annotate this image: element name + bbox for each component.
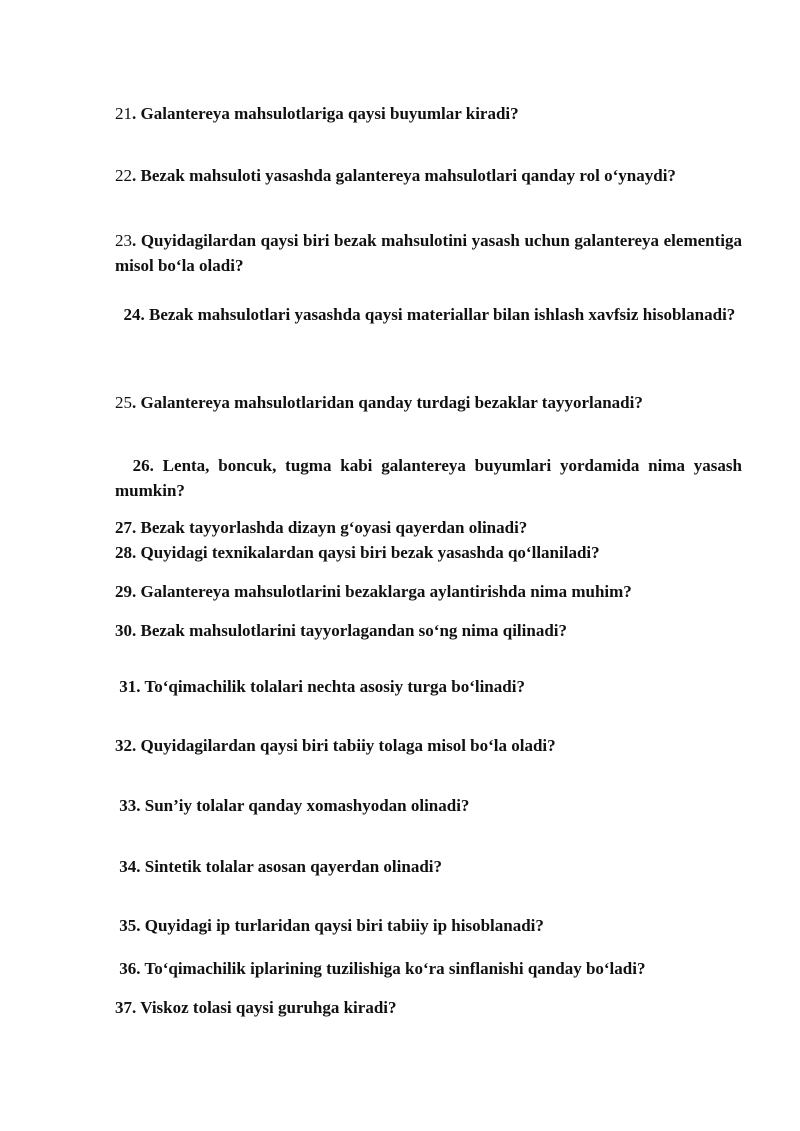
- question-number: 30: [115, 621, 132, 640]
- question-number: 24: [115, 305, 141, 324]
- question-text: . Galantereya mahsulotlaridan qanday turdagi bezaklar tayyorlanadi?: [132, 393, 643, 412]
- question-21: [115, 101, 742, 126]
- question-30: [115, 618, 742, 643]
- question-number: 33: [115, 796, 137, 815]
- question-number: 36: [115, 959, 137, 978]
- question-number: 29: [115, 582, 132, 601]
- question-text: . To‘qimachilik iplarining tuzilishiga ko‘ra sinflanishi qanday bo‘ladi?: [136, 959, 646, 978]
- question-26: [115, 453, 747, 503]
- question-text: . Quyidagilardan qaysi biri bezak mahsulotini yasash uchun galantereya elementiga misol bo‘la oladi?: [115, 231, 742, 275]
- question-number: 37: [115, 998, 132, 1017]
- question-text: . Quyidagi ip turlaridan qaysi biri tabiiy ip hisoblanadi?: [136, 916, 544, 935]
- question-23: [115, 228, 742, 278]
- question-text: . Bezak mahsulotlari yasashda qaysi materiallar bilan ishlash xavfsiz hisoblanadi?: [140, 305, 736, 324]
- question-number: 27: [115, 518, 132, 537]
- question-number: 28: [115, 543, 132, 562]
- question-number: 22: [115, 166, 132, 185]
- question-22: [115, 163, 742, 188]
- question-text: . To‘qimachilik tolalari nechta asosiy turga bo‘linadi?: [136, 677, 525, 696]
- question-31: [115, 674, 742, 699]
- question-28: [115, 540, 742, 565]
- question-27: [115, 515, 742, 540]
- question-text: . Galantereya mahsulotlarini bezaklarga aylantirishda nima muhim?: [132, 582, 632, 601]
- question-text: . Galantereya mahsulotlariga qaysi buyumlar kiradi?: [132, 104, 519, 123]
- question-34: [115, 854, 742, 879]
- question-number: 31: [115, 677, 137, 696]
- question-text: . Bezak mahsuloti yasashda galantereya mahsulotlari qanday rol o‘ynaydi?: [132, 166, 676, 185]
- question-37: [115, 995, 742, 1020]
- question-text: . Bezak mahsulotlarini tayyorlagandan so‘ng nima qilinadi?: [132, 621, 567, 640]
- question-text: . Viskoz tolasi qaysi guruhga kiradi?: [132, 998, 397, 1017]
- question-text: . Sintetik tolalar asosan qayerdan olinadi?: [136, 857, 442, 876]
- question-35: [115, 913, 742, 938]
- question-number: 35: [115, 916, 137, 935]
- question-33: [115, 793, 742, 818]
- question-number: 21: [115, 104, 132, 123]
- question-text: . Bezak tayyorlashda dizayn g‘oyasi qayerdan olinadi?: [132, 518, 528, 537]
- question-text: . Sun’iy tolalar qanday xomashyodan olinadi?: [136, 796, 470, 815]
- question-24: [115, 302, 742, 327]
- question-number: 34: [115, 857, 137, 876]
- question-text: . Quyidagi texnikalardan qaysi biri bezak yasashda qo‘llaniladi?: [132, 543, 600, 562]
- question-25: [115, 390, 742, 415]
- question-number: 25: [115, 393, 132, 412]
- question-text: . Lenta, boncuk, tugma kabi galantereya buyumlari yordamida nima yasash mumkin?: [115, 456, 747, 500]
- question-number: 23: [115, 231, 132, 250]
- question-number: 32: [115, 736, 132, 755]
- question-36: [115, 956, 742, 981]
- question-32: [115, 733, 742, 758]
- question-29: [115, 579, 742, 604]
- question-text: . Quyidagilardan qaysi biri tabiiy tolaga misol bo‘la oladi?: [132, 736, 556, 755]
- question-number: 26: [115, 456, 150, 475]
